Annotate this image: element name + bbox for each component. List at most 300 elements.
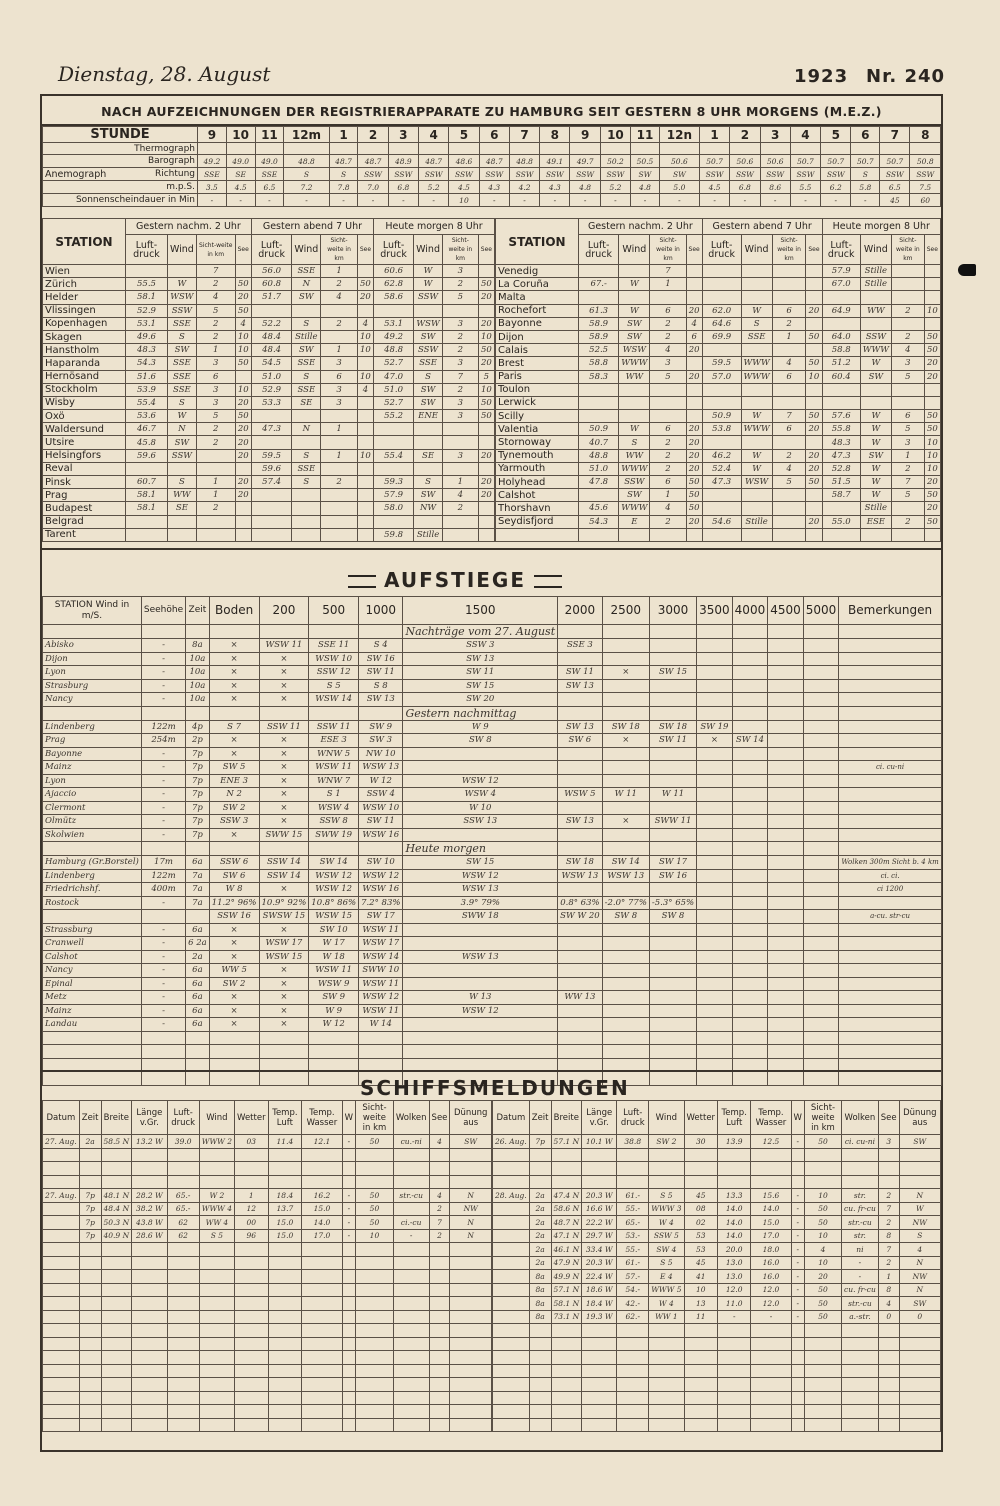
station-value bbox=[321, 528, 358, 541]
aufstiege-value: × bbox=[259, 679, 309, 693]
hour-cell: 50.7 bbox=[821, 155, 851, 168]
aufstiege-value bbox=[558, 1018, 603, 1032]
empty-cell bbox=[429, 1270, 450, 1284]
hour-cell: SW bbox=[631, 168, 660, 181]
aufstiege-value: 6a bbox=[186, 856, 210, 870]
empty-cell bbox=[132, 1391, 167, 1405]
aufstiege-row bbox=[43, 666, 942, 680]
aufstiege-station: Lyon bbox=[43, 666, 142, 680]
hour-cell: - bbox=[631, 194, 660, 207]
ship-value: 48.4 N bbox=[101, 1202, 132, 1216]
aufstiege-value: SW 18 bbox=[602, 720, 649, 734]
station-value bbox=[686, 291, 702, 304]
group-header: Heute morgen 8 Uhr bbox=[374, 219, 495, 235]
station-value bbox=[579, 396, 619, 409]
aufstiege-value bbox=[803, 856, 839, 870]
empty-cell bbox=[751, 1364, 791, 1378]
aufstiege-value bbox=[649, 693, 696, 707]
station-value bbox=[822, 396, 860, 409]
ship-value: - bbox=[393, 1229, 429, 1243]
ship-row-empty bbox=[43, 1405, 492, 1419]
empty-cell bbox=[582, 1351, 617, 1365]
ship-value: 2 bbox=[878, 1189, 899, 1203]
aufstiege-value bbox=[697, 788, 733, 802]
empty-cell bbox=[393, 1270, 429, 1284]
empty-cell bbox=[132, 1364, 167, 1378]
aufstiege-value bbox=[803, 964, 839, 978]
aufstiege-value: × bbox=[602, 734, 649, 748]
empty-cell bbox=[768, 1072, 804, 1086]
empty-cell bbox=[356, 1378, 394, 1392]
station-row bbox=[496, 265, 941, 278]
aufstiege-value bbox=[602, 977, 649, 991]
station-value: 3 bbox=[321, 383, 358, 396]
ship-value: N bbox=[899, 1189, 940, 1203]
empty-cell bbox=[803, 1045, 839, 1059]
station-value bbox=[741, 344, 772, 357]
station-value: 57.4 bbox=[251, 476, 292, 489]
station-value: 2 bbox=[321, 476, 358, 489]
hour-cell: 49.7 bbox=[570, 155, 600, 168]
station-value: 20 bbox=[235, 423, 251, 436]
aufstiege-value: 6 2a bbox=[186, 937, 210, 951]
ship-value: 7p bbox=[79, 1229, 101, 1243]
aufstiege-value: × bbox=[259, 652, 309, 666]
hour-cell: 60 bbox=[910, 194, 941, 207]
aufstiege-value: × bbox=[259, 991, 309, 1005]
ship-col-header: See bbox=[878, 1101, 899, 1135]
hour-cell: - bbox=[730, 194, 760, 207]
station-value: 20 bbox=[806, 462, 822, 475]
aufstiege-value: SSW 6 bbox=[209, 856, 259, 870]
empty-cell bbox=[356, 1418, 394, 1432]
ship-value: 02 bbox=[684, 1216, 718, 1230]
aufstiege-row bbox=[43, 639, 942, 653]
aufstiege-value: 2p bbox=[186, 734, 210, 748]
empty-cell bbox=[302, 1364, 342, 1378]
empty-cell bbox=[899, 1162, 940, 1176]
empty-cell bbox=[43, 1310, 80, 1324]
station-value bbox=[374, 515, 414, 528]
empty-cell bbox=[529, 1405, 551, 1419]
empty-cell bbox=[79, 1364, 101, 1378]
station-value: 5 bbox=[772, 476, 806, 489]
aufstiege-value: ENE 3 bbox=[209, 774, 259, 788]
station-value: 4 bbox=[357, 383, 373, 396]
hour-cell: 4.8 bbox=[570, 181, 600, 194]
hour-cell: 1 bbox=[699, 127, 729, 143]
station-value: 60.7 bbox=[126, 476, 168, 489]
ship-col-header: Sicht-weite in km bbox=[356, 1101, 394, 1135]
hour-cell: SSW bbox=[910, 168, 941, 181]
station-value: 57.0 bbox=[702, 370, 741, 383]
station-value: 52.8 bbox=[822, 462, 860, 475]
station-value bbox=[321, 410, 358, 423]
empty-cell bbox=[167, 1162, 199, 1176]
station-value: 45.6 bbox=[579, 502, 619, 515]
empty-cell bbox=[732, 1045, 768, 1059]
hour-cell bbox=[730, 143, 760, 155]
ship-value: 48.7 N bbox=[551, 1216, 582, 1230]
aufstiege-value: SSW 12 bbox=[309, 666, 359, 680]
empty-cell bbox=[649, 1391, 684, 1405]
station-value: 1 bbox=[321, 344, 358, 357]
ship-value: 15.0 bbox=[268, 1229, 302, 1243]
aufstiege-value bbox=[803, 883, 839, 897]
ship-value: 1 bbox=[878, 1270, 899, 1284]
station-value: WSW bbox=[167, 291, 196, 304]
empty-cell bbox=[429, 1337, 450, 1351]
aufstiege-value: S 8 bbox=[359, 679, 403, 693]
station-value bbox=[292, 515, 321, 528]
empty-cell bbox=[268, 1270, 302, 1284]
station-value bbox=[772, 291, 806, 304]
ship-table-right bbox=[492, 1100, 941, 1432]
aufstiege-value: WSW 12 bbox=[359, 869, 403, 883]
station-value bbox=[579, 410, 619, 423]
hour-cell: 50.7 bbox=[880, 155, 910, 168]
empty-cell bbox=[209, 1072, 259, 1086]
empty-cell bbox=[167, 1378, 199, 1392]
hour-cell: 6 bbox=[479, 127, 509, 143]
station-row bbox=[496, 330, 941, 343]
ship-value: 7p bbox=[79, 1189, 101, 1203]
aufstiege-note: Heute morgen bbox=[403, 842, 558, 856]
empty-cell bbox=[167, 1324, 199, 1338]
aufstiege-value: SW 6 bbox=[558, 734, 603, 748]
station-value: 50 bbox=[235, 357, 251, 370]
aufstiege-value bbox=[697, 828, 733, 842]
empty-cell bbox=[167, 1283, 199, 1297]
station-value: 48.3 bbox=[822, 436, 860, 449]
aufstiege-value: SW 13 bbox=[558, 815, 603, 829]
hour-cell: SSW bbox=[699, 168, 729, 181]
aufstiege-value bbox=[803, 693, 839, 707]
empty-cell bbox=[684, 1405, 718, 1419]
station-row bbox=[496, 423, 941, 436]
aufstiege-station: Cranwell bbox=[43, 937, 142, 951]
empty-cell bbox=[186, 625, 210, 639]
empty-cell bbox=[132, 1310, 167, 1324]
aufstiege-station: Prag bbox=[43, 734, 142, 748]
aufstiege-value: SSW 13 bbox=[403, 815, 558, 829]
station-value: 20 bbox=[686, 436, 702, 449]
empty-cell bbox=[79, 1337, 101, 1351]
aufstiege-col-header: 500 bbox=[309, 597, 359, 625]
empty-cell bbox=[186, 1045, 210, 1059]
hour-cell: 50.7 bbox=[851, 155, 880, 168]
aufstiege-value bbox=[768, 856, 804, 870]
aufstiege-value bbox=[558, 937, 603, 951]
station-value: 47.3 bbox=[702, 476, 741, 489]
empty-cell bbox=[718, 1337, 751, 1351]
station-value: 48.3 bbox=[126, 344, 168, 357]
aufstiege-value bbox=[558, 761, 603, 775]
aufstiege-value: SWW 18 bbox=[403, 910, 558, 924]
group-header: Gestern nachm. 2 Uhr bbox=[126, 219, 252, 235]
aufstiege-value bbox=[732, 1018, 768, 1032]
aufstiege-value bbox=[697, 950, 733, 964]
ship-value: 14.0 bbox=[718, 1229, 751, 1243]
station-value bbox=[806, 383, 822, 396]
empty-cell bbox=[43, 1418, 80, 1432]
aufstiege-value: WSW 9 bbox=[309, 977, 359, 991]
ship-col-header: Breite bbox=[551, 1101, 582, 1135]
empty-cell bbox=[403, 1045, 558, 1059]
hour-cell: SSW bbox=[540, 168, 570, 181]
station-value: 52.4 bbox=[702, 462, 741, 475]
aufstiege-note: Nachträge vom 27. August bbox=[403, 625, 558, 639]
ship-value: 11 bbox=[684, 1310, 718, 1324]
ship-value: 54.- bbox=[617, 1283, 649, 1297]
empty-cell bbox=[791, 1405, 804, 1419]
station-value: 10 bbox=[924, 462, 940, 475]
aufstiege-value bbox=[558, 883, 603, 897]
ship-row-empty bbox=[43, 1256, 492, 1270]
station-value: 51.7 bbox=[251, 291, 292, 304]
aufstiege-title: AUFSTIEGE bbox=[340, 568, 570, 592]
station-name: Skagen bbox=[43, 330, 126, 343]
ship-value: 46.1 N bbox=[551, 1243, 582, 1257]
ship-value: 50 bbox=[804, 1283, 841, 1297]
empty-cell bbox=[493, 1351, 530, 1365]
sub-header: Sicht-weite in km bbox=[772, 235, 806, 265]
aufstiege-value: - bbox=[141, 761, 185, 775]
hour-cell: 4 bbox=[419, 127, 449, 143]
aufstiege-value: WSW 10 bbox=[359, 801, 403, 815]
empty-cell bbox=[342, 1391, 355, 1405]
station-value: W bbox=[414, 265, 443, 278]
station-name: Seydisfjord bbox=[496, 515, 579, 528]
station-value: 2 bbox=[772, 317, 806, 330]
ship-row-empty bbox=[43, 1391, 492, 1405]
empty-cell bbox=[79, 1378, 101, 1392]
aufstiege-value bbox=[803, 977, 839, 991]
empty-cell bbox=[697, 842, 733, 856]
empty-cell bbox=[803, 625, 839, 639]
thermograph-row bbox=[43, 143, 941, 155]
empty-cell bbox=[582, 1148, 617, 1162]
ship-value: 2a bbox=[529, 1216, 551, 1230]
station-value bbox=[126, 515, 168, 528]
hour-cell: 49.1 bbox=[540, 155, 570, 168]
aufstiege-value: × bbox=[602, 666, 649, 680]
aufstiege-value bbox=[649, 801, 696, 815]
aufstiege-value bbox=[697, 856, 733, 870]
station-row bbox=[43, 423, 495, 436]
hour-cell: - bbox=[540, 194, 570, 207]
empty-cell bbox=[393, 1256, 429, 1270]
station-value bbox=[806, 344, 822, 357]
station-value: 1 bbox=[196, 489, 235, 502]
station-value: 57.9 bbox=[822, 265, 860, 278]
empty-cell bbox=[842, 1175, 879, 1189]
station-name: Hanstholm bbox=[43, 344, 126, 357]
aufstiege-value: - bbox=[141, 937, 185, 951]
station-value: 6 bbox=[650, 476, 686, 489]
station-value bbox=[414, 515, 443, 528]
empty-cell bbox=[167, 1364, 199, 1378]
station-value: SW bbox=[292, 344, 321, 357]
empty-cell bbox=[860, 528, 891, 541]
empty-cell bbox=[268, 1378, 302, 1392]
station-value bbox=[167, 265, 196, 278]
hour-cell: 3 bbox=[388, 127, 418, 143]
aufstiege-value: 122m bbox=[141, 720, 185, 734]
empty-cell bbox=[309, 625, 359, 639]
empty-cell bbox=[101, 1405, 132, 1419]
station-value bbox=[321, 489, 358, 502]
aufstiege-value: SW 14 bbox=[732, 734, 768, 748]
ship-value: 12 bbox=[235, 1202, 269, 1216]
aufstiege-value: WNW 5 bbox=[309, 747, 359, 761]
station-value: Stille bbox=[414, 528, 443, 541]
aufstiege-row bbox=[43, 774, 942, 788]
station-value bbox=[772, 502, 806, 515]
aufstiege-value: WSW 12 bbox=[403, 869, 558, 883]
empty-cell bbox=[199, 1405, 234, 1419]
station-value: 58.9 bbox=[579, 317, 619, 330]
empty-cell bbox=[684, 1364, 718, 1378]
aufstiege-value: SSW 8 bbox=[309, 815, 359, 829]
empty-cell bbox=[529, 1337, 551, 1351]
aufstiege-value bbox=[697, 693, 733, 707]
station-value: SE bbox=[414, 449, 443, 462]
empty-cell bbox=[839, 706, 942, 720]
ship-value: SW 4 bbox=[649, 1243, 684, 1257]
aufstiege-value bbox=[732, 964, 768, 978]
aufstiege-value bbox=[803, 991, 839, 1005]
aufstiege-value bbox=[697, 679, 733, 693]
station-value bbox=[357, 462, 373, 475]
aufstiege-value: 17m bbox=[141, 856, 185, 870]
ship-row bbox=[43, 1189, 492, 1203]
empty-cell bbox=[899, 1175, 940, 1189]
station-value bbox=[650, 410, 686, 423]
empty-cell bbox=[878, 1364, 899, 1378]
aufstiege-value: S 7 bbox=[209, 720, 259, 734]
aufstiege-value: SSW 11 bbox=[309, 720, 359, 734]
ship-value bbox=[493, 1256, 530, 1270]
empty-cell bbox=[79, 1270, 101, 1284]
station-value: W bbox=[741, 462, 772, 475]
station-value bbox=[414, 423, 443, 436]
sub-header: See bbox=[924, 235, 940, 265]
aufstiege-value: 7p bbox=[186, 828, 210, 842]
empty-cell bbox=[429, 1175, 450, 1189]
empty-cell bbox=[878, 1175, 899, 1189]
empty-cell bbox=[751, 1378, 791, 1392]
aufstiege-value: W 9 bbox=[309, 1004, 359, 1018]
hour-cell: 48.7 bbox=[329, 155, 358, 168]
empty-cell bbox=[393, 1351, 429, 1365]
station-value: 40.7 bbox=[579, 436, 619, 449]
aufstiege-value bbox=[403, 761, 558, 775]
hour-cell: SSW bbox=[821, 168, 851, 181]
empty-cell bbox=[235, 1256, 269, 1270]
aufstiege-value bbox=[803, 747, 839, 761]
empty-cell bbox=[732, 706, 768, 720]
empty-cell bbox=[649, 1045, 696, 1059]
aufstiege-value bbox=[803, 1018, 839, 1032]
ship-value: - bbox=[791, 1243, 804, 1257]
station-value: 62.8 bbox=[374, 278, 414, 291]
empty-cell bbox=[199, 1310, 234, 1324]
empty-cell bbox=[649, 842, 696, 856]
station-value: 20 bbox=[686, 423, 702, 436]
ship-value: - bbox=[342, 1202, 355, 1216]
station-value: Stille bbox=[860, 502, 891, 515]
station-value: SW bbox=[414, 383, 443, 396]
ship-col-header: Länge v.Gr. bbox=[132, 1101, 167, 1135]
aufstiege-station: Dijon bbox=[43, 652, 142, 666]
aufstiege-value: WSW 16 bbox=[359, 828, 403, 842]
ship-value: WW 1 bbox=[649, 1310, 684, 1324]
empty-cell bbox=[751, 1324, 791, 1338]
empty-cell bbox=[804, 1378, 841, 1392]
station-value: 3 bbox=[196, 383, 235, 396]
empty-cell bbox=[268, 1324, 302, 1338]
sub-header: Wind bbox=[619, 235, 650, 265]
empty-cell bbox=[393, 1148, 429, 1162]
hour-cell: - bbox=[388, 194, 418, 207]
hour-cell: - bbox=[284, 194, 329, 207]
aufstiege-station: Friedrichshf. bbox=[43, 883, 142, 897]
aufstiege-value: ESE 3 bbox=[309, 734, 359, 748]
ship-value: 8a bbox=[529, 1270, 551, 1284]
empty-cell bbox=[529, 1162, 551, 1176]
empty-cell bbox=[302, 1148, 342, 1162]
ship-value: - bbox=[791, 1270, 804, 1284]
empty-cell bbox=[101, 1148, 132, 1162]
empty-cell bbox=[842, 1351, 879, 1365]
empty-cell bbox=[43, 1148, 80, 1162]
empty-cell bbox=[359, 1031, 403, 1045]
hour-cell: 48.9 bbox=[388, 155, 418, 168]
aufstiege-value bbox=[768, 815, 804, 829]
empty-cell bbox=[268, 1405, 302, 1419]
aufstiege-value: SW 2 bbox=[209, 977, 259, 991]
station-value bbox=[292, 502, 321, 515]
aufstiege-value bbox=[803, 937, 839, 951]
station-value: 20 bbox=[924, 502, 940, 515]
aufstiege-value bbox=[839, 720, 942, 734]
aufstiege-value bbox=[732, 991, 768, 1005]
station-value: 55.8 bbox=[822, 423, 860, 436]
hour-cell: 48.7 bbox=[358, 155, 388, 168]
aufstiege-value bbox=[697, 815, 733, 829]
station-value: W bbox=[167, 410, 196, 423]
station-value: 2 bbox=[196, 502, 235, 515]
aufstiege-value bbox=[732, 977, 768, 991]
station-value: 69.9 bbox=[702, 330, 741, 343]
aufstiege-row bbox=[43, 1004, 942, 1018]
aufstiege-value: × bbox=[259, 761, 309, 775]
station-value: 2 bbox=[196, 436, 235, 449]
hour-cell: 2 bbox=[358, 127, 388, 143]
aufstiege-value bbox=[732, 639, 768, 653]
aufstiege-value: ci. ci. bbox=[839, 869, 942, 883]
station-value bbox=[772, 383, 806, 396]
station-value bbox=[443, 436, 479, 449]
station-value: 4 bbox=[357, 317, 373, 330]
hour-cell: SSW bbox=[880, 168, 910, 181]
empty-cell bbox=[235, 1162, 269, 1176]
aufstiege-value: 122m bbox=[141, 869, 185, 883]
ship-col-header: W bbox=[791, 1101, 804, 1135]
station-value: 2 bbox=[196, 423, 235, 436]
aufstiege-value bbox=[803, 923, 839, 937]
